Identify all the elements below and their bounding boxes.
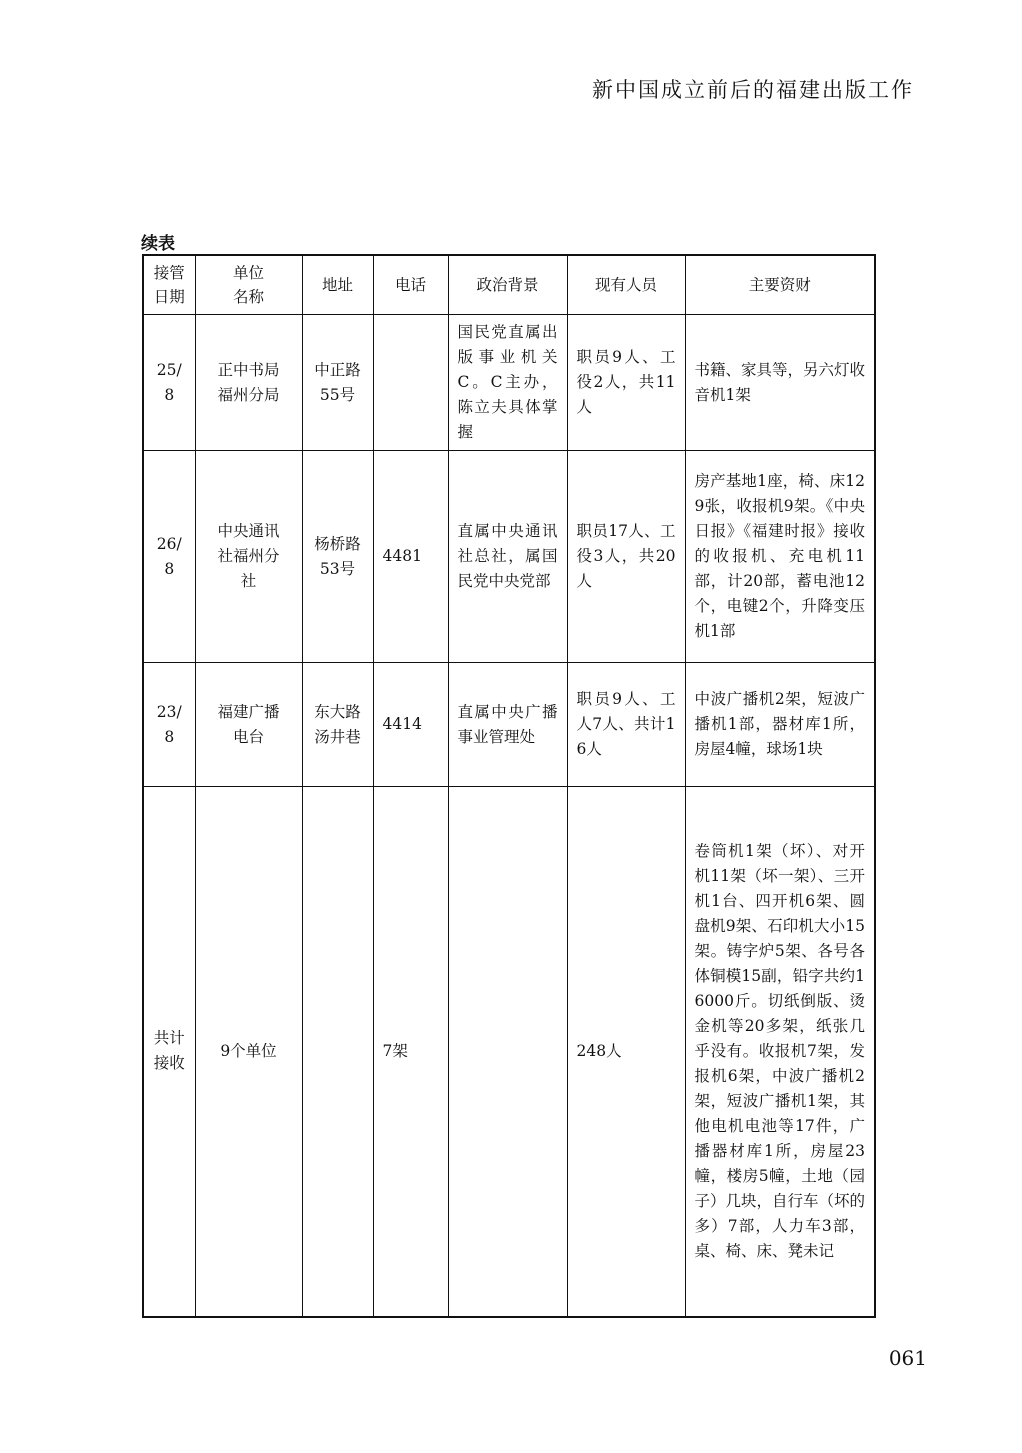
- cell-date: 23/8: [143, 663, 195, 787]
- cell-assets: 卷筒机1架（坏）、对开机11架（坏一架）、三开机1台、四开机6架、圆盘机9架、石印机大小15架。铸字炉5架、各号各体铜模15副，铅字共约16000斤。切纸倒版、烫金机等20多架，纸张几乎没有。收报机7架，发报机6架，中波广播机2架，短波广播机1架，其他电机电池等17件，广播器材库1所，房屋23幢，楼房5幢，土地（园子）几块，自行车（坏的多）7部，人力车3部，桌、椅、床、凳未记: [685, 787, 875, 1317]
- cell-phone: [373, 315, 448, 451]
- running-title: 新中国成立前后的福建出版工作: [592, 78, 914, 102]
- column-header-unit: 单位 名称: [195, 255, 302, 315]
- column-header-address: 地址: [302, 255, 373, 315]
- cell-assets: 中波广播机2架，短波广播机1部，器材库1所，房屋4幢，球场1块: [685, 663, 875, 787]
- table-row-total: [143, 787, 875, 1317]
- column-header-background: 政治背景: [448, 255, 567, 315]
- cell-phone: 4481: [373, 451, 448, 663]
- cell-address: [302, 787, 373, 1317]
- cell-address: 杨桥路53号: [302, 451, 373, 663]
- cell-unit: 福建广播电台: [195, 663, 302, 787]
- cell-background: [448, 787, 567, 1317]
- table-row: [143, 451, 875, 663]
- table-row: [143, 663, 875, 787]
- column-header-date: 接管 日期: [143, 255, 195, 315]
- column-header-assets: 主要资财: [685, 255, 875, 315]
- table-row: [143, 315, 875, 451]
- cell-assets: 书籍、家具等，另六灯收音机1架: [685, 315, 875, 451]
- cell-assets: 房产基地1座，椅、床129张，收报机9架。《中央日报》《福建时报》接收的收报机、充电机11部，计20部，蓄电池12个，电键2个，升降变压机1部: [685, 451, 875, 663]
- cell-date: 25/8: [143, 315, 195, 451]
- column-header-staff: 现有人员: [567, 255, 685, 315]
- column-header-phone: 电话: [373, 255, 448, 315]
- cell-address: 中正路55号: [302, 315, 373, 451]
- cell-unit: 9个单位: [195, 787, 302, 1317]
- table-caption: 续表: [141, 234, 175, 254]
- cell-address: 东大路汤井巷: [302, 663, 373, 787]
- cell-background: 直属中央广播事业管理处: [448, 663, 567, 787]
- cell-unit: 正中书局福州分局: [195, 315, 302, 451]
- cell-staff: 248人: [567, 787, 685, 1317]
- takeover-table: [142, 254, 876, 1318]
- table-header-row: [143, 255, 875, 315]
- cell-date: 共计接收: [143, 787, 195, 1317]
- cell-background: 直属中央通讯社总社，属国民党中央党部: [448, 451, 567, 663]
- page-number: 061: [888, 1346, 927, 1370]
- cell-phone: 4414: [373, 663, 448, 787]
- cell-date: 26/8: [143, 451, 195, 663]
- cell-staff: 职员17人、工役3人，共20人: [567, 451, 685, 663]
- cell-background: 国民党直属出版事业机关C。C主办，陈立夫具体掌握: [448, 315, 567, 451]
- cell-staff: 职员9人、工役2人，共11人: [567, 315, 685, 451]
- cell-phone: 7架: [373, 787, 448, 1317]
- cell-staff: 职员9人、工人7人、共计16人: [567, 663, 685, 787]
- cell-unit: 中央通讯社福州分社: [195, 451, 302, 663]
